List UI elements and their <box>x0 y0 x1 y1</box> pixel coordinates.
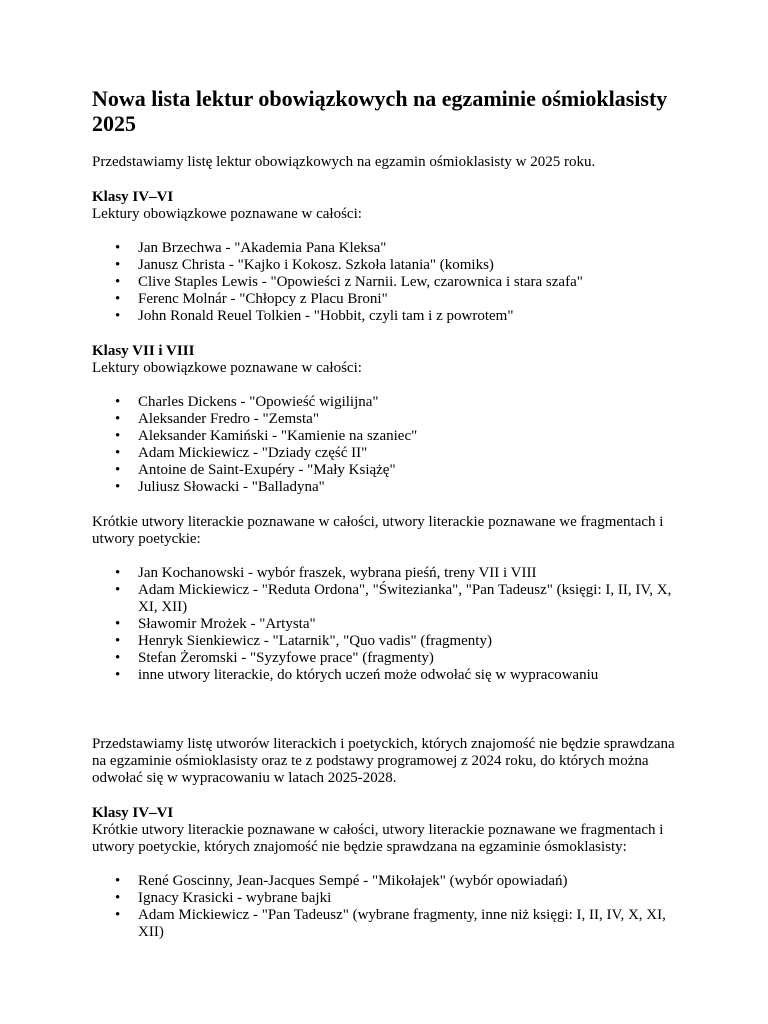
list-item: • Adam Mickiewicz - "Dziady część II" <box>138 445 682 462</box>
list-item: • René Goscinny, Jean-Jacques Sempé - "Mikołajek" (wybór opowiadań) <box>138 873 682 890</box>
list-item: • Janusz Christa - "Kajko i Kokosz. Szkoła latania" (komiks) <box>138 257 682 274</box>
section-subheading: Krótkie utwory literackie poznawane w całości, utwory literackie poznawane we fragmentach i utwory poetyckie, których znajomość nie będzie sprawdzana na egzaminie ósmoklasisty: <box>92 822 664 855</box>
list-item: • Charles Dickens - "Opowieść wigilijna" <box>138 394 682 411</box>
list-item: • Adam Mickiewicz - "Pan Tadeusz" (wybrane fragmenty, inne niż księgi: I, II, IV, X, XI, XII) <box>138 907 682 941</box>
list-item: • Henryk Sienkiewicz - "Latarnik", "Quo vadis" (fragmenty) <box>138 633 682 650</box>
document-page <box>92 86 682 941</box>
second-intro-paragraph: Przedstawiamy listę utworów literackich i poetyckich, których znajomość nie będzie sprawdzana na egzaminie ośmioklasisty oraz te z podstawy programowej z 2024 roku, do których można odwołać się w wypracowaniu w latach 2025-2028. <box>92 736 675 786</box>
section-subheading: Lektury obowiązkowe poznawane w całości: <box>92 360 362 376</box>
list-item: • Juliusz Słowacki - "Balladyna" <box>138 479 682 496</box>
list-item: • Sławomir Mrożek - "Artysta" <box>138 616 682 633</box>
list-item: • Antoine de Saint-Exupéry - "Mały Książę" <box>138 462 682 479</box>
page-title: Nowa lista lektur obowiązkowych na egzaminie ośmioklasisty 2025 <box>92 86 668 136</box>
list-item: • Stefan Żeromski - "Syzyfowe prace" (fragmenty) <box>138 650 682 667</box>
list-item: • Adam Mickiewicz - "Reduta Ordona", "Świtezianka", "Pan Tadeusz" (księgi: I, II, IV, X, XI, XII) <box>138 582 682 616</box>
list-item: • inne utwory literackie, do których uczeń może odwołać się w wypracowaniu <box>138 667 682 684</box>
reading-list-grades-7-8 <box>92 394 682 496</box>
section-subheading: Lektury obowiązkowe poznawane w całości: <box>92 206 362 222</box>
list-item: • Aleksander Fredro - "Zemsta" <box>138 411 682 428</box>
list-item: • Ferenc Molnár - "Chłopcy z Placu Broni" <box>138 291 682 308</box>
fragments-list-grades-7-8 <box>92 565 682 684</box>
list-item: • Jan Brzechwa - "Akademia Pana Kleksa" <box>138 240 682 257</box>
section-heading-grades-4-6-optional: Klasy IV–VI <box>92 805 174 821</box>
list-item: • Aleksander Kamiński - "Kamienie na szaniec" <box>138 428 682 445</box>
optional-list-grades-4-6 <box>92 873 682 941</box>
section-heading-grades-7-8: Klasy VII i VIII <box>92 343 195 359</box>
list-item: • John Ronald Reuel Tolkien - "Hobbit, czyli tam i z powrotem" <box>138 308 682 325</box>
intro-paragraph: Przedstawiamy listę lektur obowiązkowych na egzamin ośmioklasisty w 2025 roku. <box>92 154 596 170</box>
list-item: • Jan Kochanowski - wybór fraszek, wybrana pieśń, treny VII i VIII <box>138 565 682 582</box>
reading-list-grades-4-6 <box>92 240 682 325</box>
section-heading-grades-4-6: Klasy IV–VI <box>92 189 174 205</box>
list-item: • Clive Staples Lewis - "Opowieści z Narnii. Lew, czarownica i stara szafa" <box>138 274 682 291</box>
fragments-intro-paragraph: Krótkie utwory literackie poznawane w całości, utwory literackie poznawane we fragmentach i utwory poetyckie: <box>92 514 664 547</box>
list-item: • Ignacy Krasicki - wybrane bajki <box>138 890 682 907</box>
